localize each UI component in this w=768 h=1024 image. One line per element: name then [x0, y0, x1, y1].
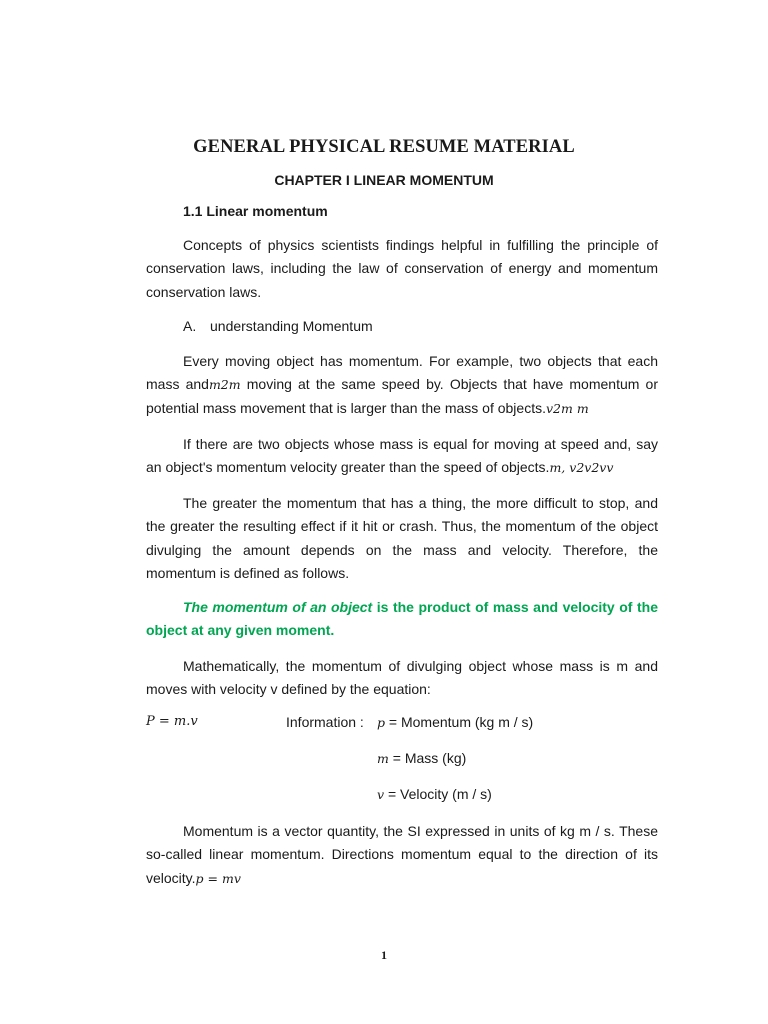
subheading-label: A.	[183, 318, 197, 334]
paragraph-conservation-laws: Concepts of physics scientists findings helpful in fulfilling the principle of conservation laws, including the law of conservation of energy and momentum conservation laws.	[146, 237, 658, 300]
p2-text-a: Every moving object has momentum. For example, two objects that each mass and	[146, 353, 658, 393]
paragraph-greater-momentum: The greater the momentum that has a thing, the more difficult to stop, and the greater the resulting effect if it hit or crash. Thus, the momentum of the object divulging the amount depends on the mass and velocity. Therefore, the momentum is defined as follows.	[146, 495, 658, 581]
info-mass	[377, 750, 466, 766]
math-p-mv: p = mv	[195, 870, 241, 886]
definition-momentum	[146, 596, 658, 643]
paragraph-two-objects	[146, 433, 658, 480]
document-title: GENERAL PHYSICAL RESUME MATERIAL	[193, 137, 575, 157]
definition-text	[146, 599, 658, 638]
p2-text-b: moving at the same speed by. Objects that have momentum or potential mass movement that is larger than the mass of objects.	[146, 376, 658, 416]
symbol-m: m	[377, 751, 389, 766]
symbol-v: v	[377, 787, 385, 802]
math-m2m: m2m	[208, 377, 241, 393]
chapter-heading: CHAPTER I LINEAR MOMENTUM	[274, 172, 494, 188]
info-velocity	[377, 786, 492, 802]
p6-text: Momentum is a vector quantity, the SI expressed in units of kg m / s. These so-called linear momentum. Directions momentum equal to the direction of its velocity.	[146, 823, 658, 886]
p3-text: If there are two objects whose mass is equal for moving at speed and, say an object's momentum velocity greater than the speed of objects.	[146, 436, 658, 476]
equation-momentum: P = m.v	[146, 714, 198, 729]
info-velocity-text: = Velocity (m / s)	[384, 786, 492, 802]
math-m-v2v2vv: m, v2v2vv	[549, 460, 614, 476]
symbol-p: p	[377, 715, 386, 730]
subheading-text: understanding Momentum	[210, 318, 373, 334]
section-heading: 1.1 Linear momentum	[183, 203, 328, 219]
paragraph-vector-quantity	[146, 820, 658, 890]
info-mass-text: = Mass (kg)	[388, 750, 467, 766]
info-momentum	[377, 714, 533, 730]
paragraph-moving-object	[146, 350, 658, 420]
math-v2mm: v2m m	[545, 400, 589, 416]
info-momentum-text: = Momentum (kg m / s)	[385, 714, 534, 730]
page-number: 1	[381, 948, 387, 962]
definition-italic: The momentum of an object	[183, 599, 373, 615]
definition-rest: is the product of mass and velocity of the object at any given moment.	[146, 599, 658, 639]
subheading-understanding-momentum	[183, 318, 373, 334]
information-label: Information :	[286, 714, 364, 730]
paragraph-mathematically: Mathematically, the momentum of divulging object whose mass is m and moves with velocity v defined by the equation:	[146, 658, 658, 698]
